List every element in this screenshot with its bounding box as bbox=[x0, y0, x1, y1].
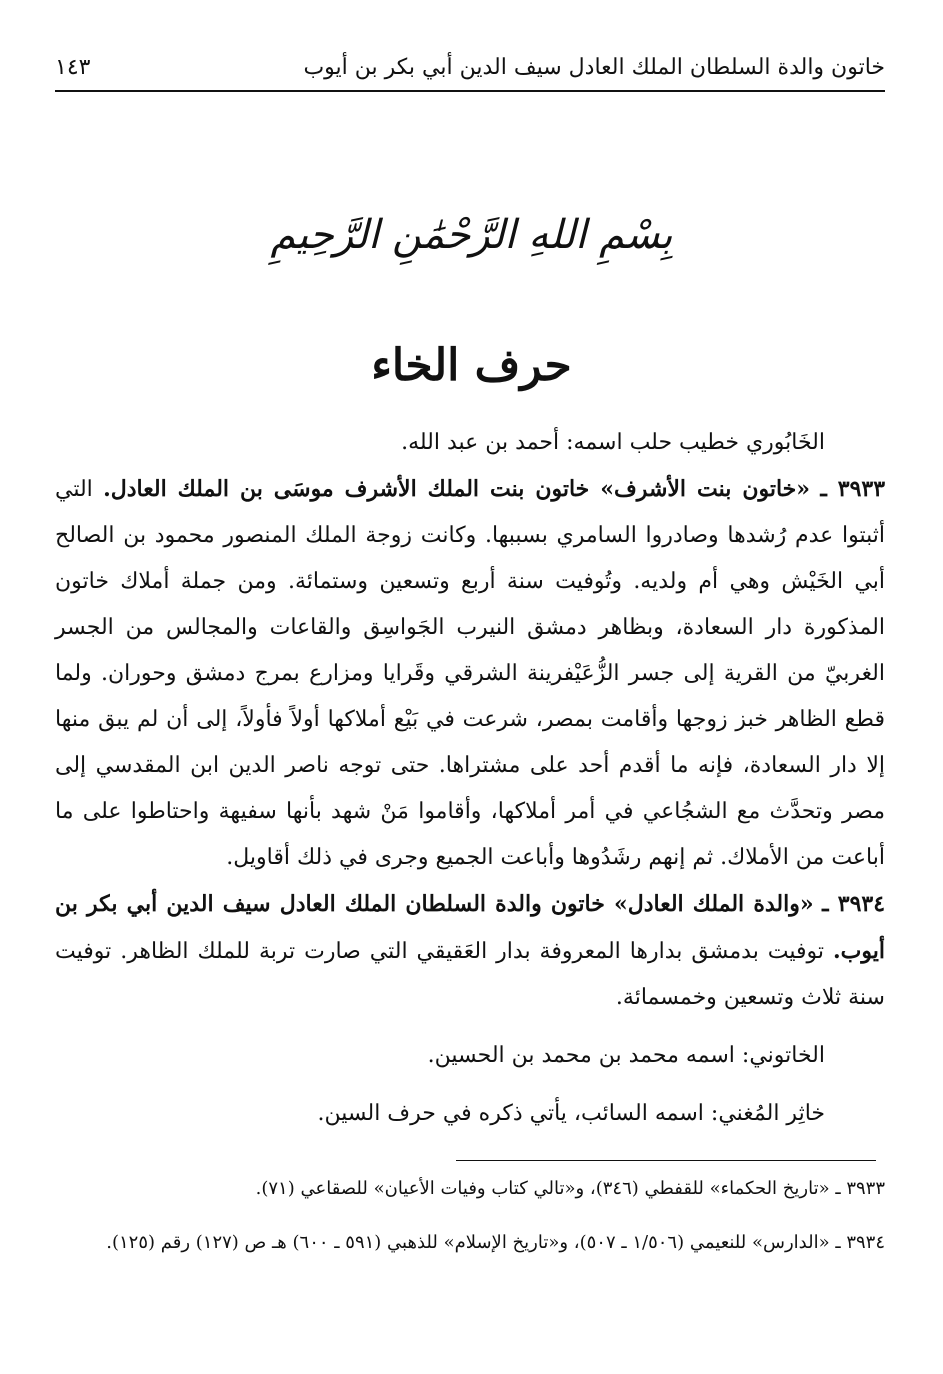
entry-3933 bbox=[55, 466, 885, 881]
entry-text: توفيت بدمشق بدارها المعروفة بدار العَقيقي التي صارت تربة للملك الظاهر. توفيت سنة ثلاث وتسعين وخمسمائة. bbox=[55, 939, 885, 1010]
entry-number: ٣٩٣٤ ـ bbox=[822, 891, 886, 917]
main-text bbox=[55, 420, 885, 1137]
entry-3934 bbox=[55, 881, 885, 1021]
entry-text: التي أثبتوا عدم رُشدها وصادروا السامري بسببها. وكانت زوجة الملك المنصور محمود بن الصالح أبي الخَيْش وهي أم ولديه. وتُوفيت سنة أربع وتسعين وستمائة. ومن جملة أملاك خاتون المذكورة دار السعادة، وبظاهر دمشق النيرب الجَواسِق والقاعات والمجالس من الجسر الغربيّ من القرية إلى جسر الزُّعَيْفرينة الشرقي وقَرايا ومزارع بمرج دمشق وحوران. ولما قطع الظاهر خبز زوجها وأقامت بمصر، شرعت في بَيْع أملاكها أولاً فأولاً، إلى أن لم يبق منها إلا دار السعادة، فإنه ما أقدم أحد على مشتراها. حتى توجه ناصر الدين ابن المقدسي إلى مصر وتحدَّث مع الشجُاعي في أمر أملاكها، وأقاموا مَنْ شهد بأنها سفيهة واحتاطوا على ما أباعت من الأملاك. ثم إنهم رشَدُوها وأباعت الجميع وجرى في ذلك أقاويل. bbox=[55, 477, 885, 870]
cross-reference-khaburi: الخَابُوري خطيب حلب اسمه: أحمد بن عبد الله. bbox=[401, 430, 825, 455]
section-heading: حرف الخاء bbox=[371, 340, 572, 391]
footnote-divider bbox=[456, 1160, 876, 1161]
footnote-3934: ٣٩٣٤ ـ «الدارس» للنعيمي (١/٥٠٦ ـ ٥٠٧)، و«تاريخ الإسلام» للذهبي (٥٩١ ـ ٦٠٠) هـ ص (١٢٧) رقم (١٢٥). bbox=[106, 1232, 885, 1253]
cross-reference-khathir: خاثِر المُغني: اسمه السائب، يأتي ذكره في حرف السين. bbox=[317, 1101, 825, 1126]
entry-number: ٣٩٣٣ ـ bbox=[820, 476, 886, 502]
entry-lead: «خاتون بنت الأشرف» خاتون بنت الملك الأشرف موسَى بن الملك العادل. bbox=[103, 476, 811, 502]
cross-reference-khatuni: الخاتوني: اسمه محمد بن محمد بن الحسين. bbox=[427, 1043, 825, 1068]
basmala: بِسْمِ اللهِ الرَّحْمَٰنِ الرَّحِيمِ bbox=[270, 212, 673, 258]
header-title: خاتون والدة السلطان الملك العادل سيف الدين أبي بكر بن أيوب bbox=[303, 54, 885, 80]
entry-lead: «والدة الملك العادل» خاتون والدة السلطان الملك العادل سيف الدين أبي بكر بن أيوب. bbox=[55, 891, 885, 964]
running-header bbox=[55, 44, 885, 92]
footnotes bbox=[55, 1168, 885, 1276]
page-number: ١٤٣ bbox=[55, 54, 91, 80]
footnote-3933: ٣٩٣٣ ـ «تاريخ الحكماء» للقفطي (٣٤٦)، و«تالي كتاب وفيات الأعيان» للصقاعي (٧١). bbox=[255, 1178, 885, 1199]
